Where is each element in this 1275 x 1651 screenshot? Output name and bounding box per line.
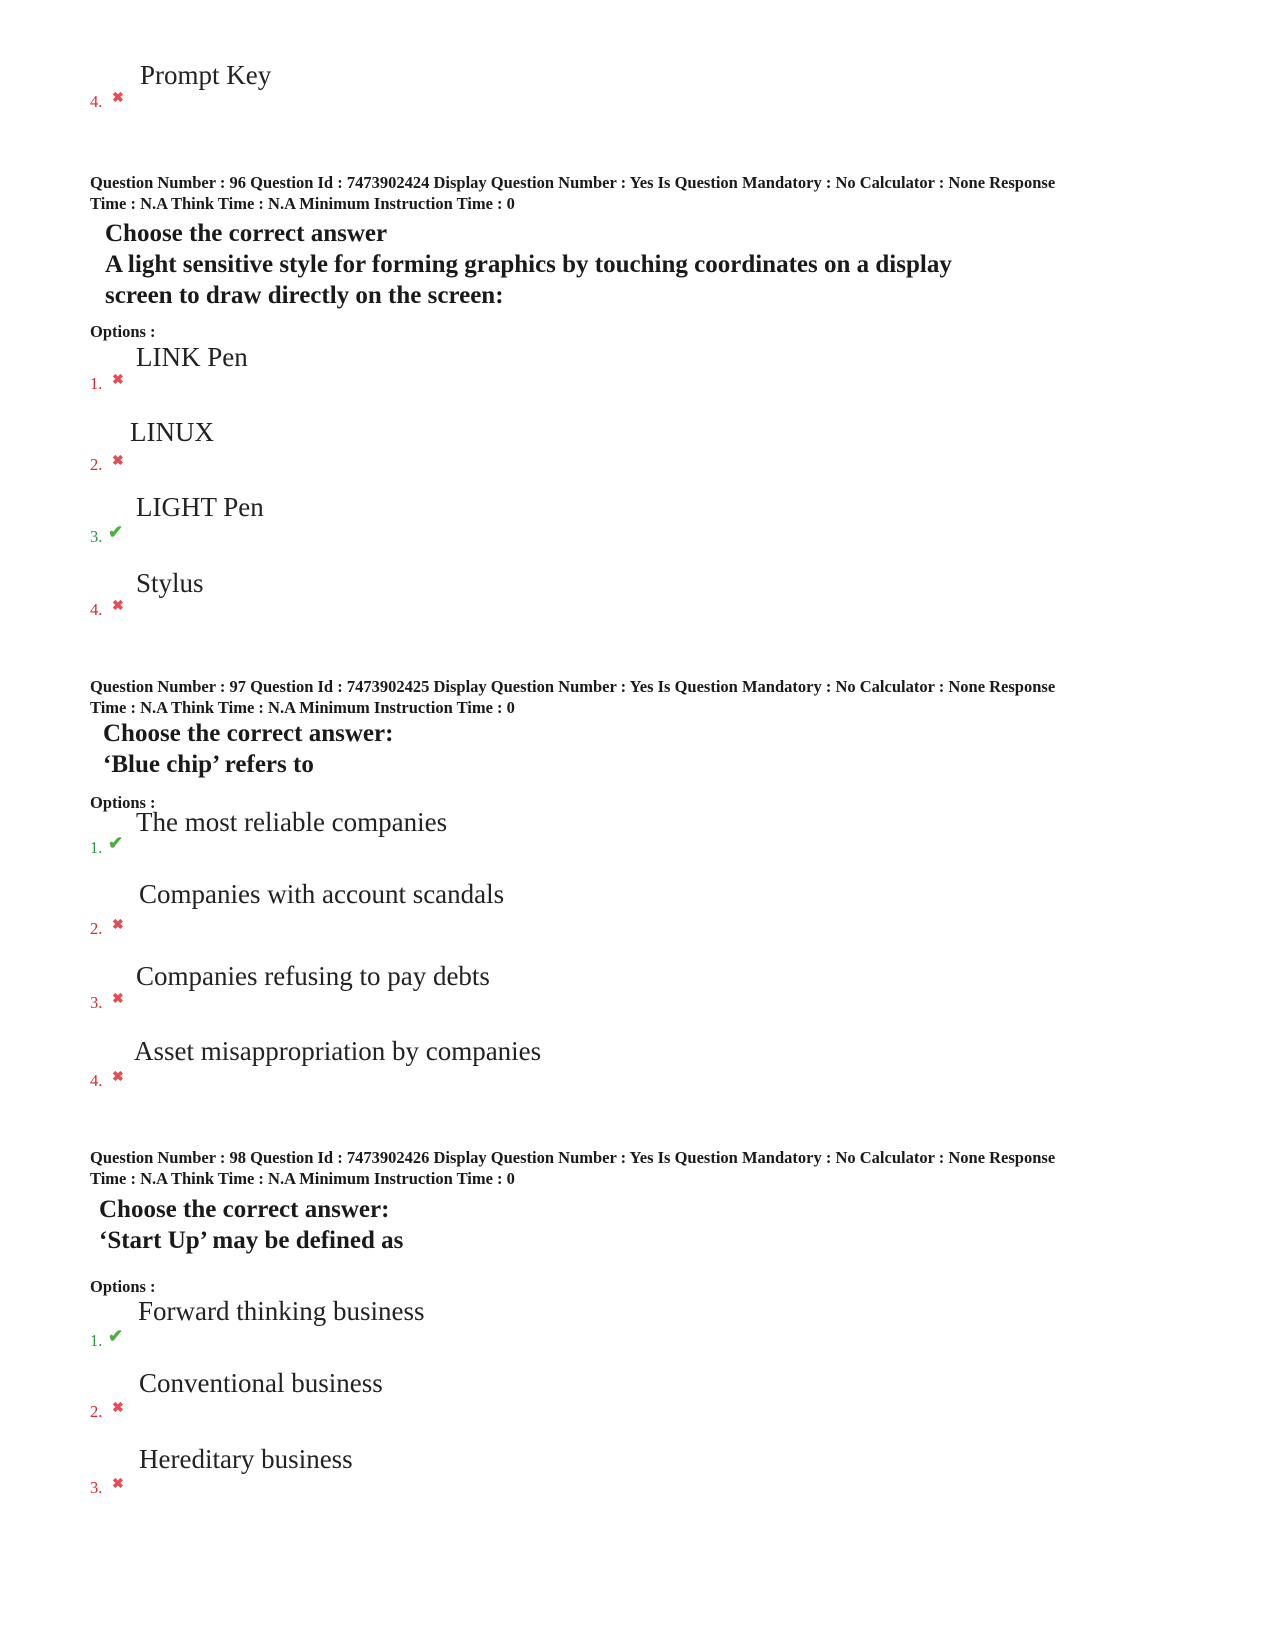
options-label: Options :: [90, 1277, 156, 1296]
question-text-line: screen to draw directly on the screen:: [105, 282, 504, 309]
cross-icon: ✖: [112, 599, 124, 614]
question-text-line: Choose the correct answer: [105, 220, 388, 247]
check-icon: ✔: [108, 833, 124, 853]
question-meta: [90, 676, 1190, 718]
option-number: 1.: [90, 1331, 103, 1350]
question-text-line: Choose the correct answer:: [103, 720, 394, 747]
option-text: Prompt Key: [140, 60, 272, 90]
question-text-line: Choose the correct answer:: [99, 1196, 390, 1223]
options-label: Options :: [90, 793, 156, 812]
question-text: [105, 218, 952, 311]
option-text: LINK Pen: [136, 342, 248, 372]
option-text: The most reliable companies: [136, 807, 448, 837]
option-text: Hereditary business: [139, 1444, 353, 1474]
question-text-line: ‘Start Up’ may be defined as: [99, 1227, 404, 1254]
option-text: Forward thinking business: [138, 1296, 425, 1326]
option-number: 3.: [90, 993, 103, 1012]
cross-icon: ✖: [112, 992, 124, 1007]
cross-icon: ✖: [112, 454, 124, 469]
option-number: 1.: [90, 838, 103, 857]
check-icon: ✔: [108, 1326, 124, 1346]
cross-icon: ✖: [112, 373, 124, 388]
option-text: LIGHT Pen: [136, 492, 264, 522]
cross-icon: ✖: [112, 1477, 124, 1492]
cross-icon: ✖: [112, 918, 124, 933]
cross-icon: ✖: [112, 1401, 124, 1416]
option-text: Companies refusing to pay debts: [136, 961, 490, 991]
option-text: Asset misappropriation by companies: [134, 1036, 542, 1066]
option-number: 1.: [90, 374, 103, 393]
question-meta-line: Question Number : 98 Question Id : 7473902426 Display Question Number : Yes Is Question Mandatory : No Calculator : None Response: [90, 1148, 1056, 1167]
option-number: 3.: [90, 527, 103, 546]
check-icon: ✔: [108, 522, 124, 542]
question-meta-line: Time : N.A Think Time : N.A Minimum Instruction Time : 0: [90, 1169, 515, 1188]
option-number: 2.: [90, 919, 103, 938]
option-number: 4.: [90, 1071, 103, 1090]
question-text-line: ‘Blue chip’ refers to: [103, 751, 314, 778]
question-meta-line: Time : N.A Think Time : N.A Minimum Instruction Time : 0: [90, 698, 515, 717]
question-text-line: A light sensitive style for forming graphics by touching coordinates on a display: [105, 251, 952, 278]
option-number: 2.: [90, 1402, 103, 1421]
question-meta: [90, 172, 1190, 214]
option-number: 4.: [90, 600, 103, 619]
cross-icon: ✖: [112, 91, 124, 106]
option-text: Stylus: [136, 568, 204, 598]
option-number: 3.: [90, 1478, 103, 1497]
question-meta-line: Question Number : 96 Question Id : 7473902424 Display Question Number : Yes Is Question Mandatory : No Calculator : None Response: [90, 173, 1056, 192]
question-meta-line: Time : N.A Think Time : N.A Minimum Instruction Time : 0: [90, 194, 515, 213]
question-text: [103, 718, 393, 780]
cross-icon: ✖: [112, 1070, 124, 1085]
option-number: 2.: [90, 455, 103, 474]
option-text: LINUX: [130, 417, 214, 447]
question-text: [99, 1194, 403, 1256]
question-meta: [90, 1147, 1190, 1189]
question-meta-line: Question Number : 97 Question Id : 7473902425 Display Question Number : Yes Is Question Mandatory : No Calculator : None Response: [90, 677, 1056, 696]
options-label: Options :: [90, 322, 156, 341]
option-text: Conventional business: [139, 1368, 383, 1398]
option-number: 4.: [90, 92, 103, 111]
option-text: Companies with account scandals: [139, 879, 505, 909]
